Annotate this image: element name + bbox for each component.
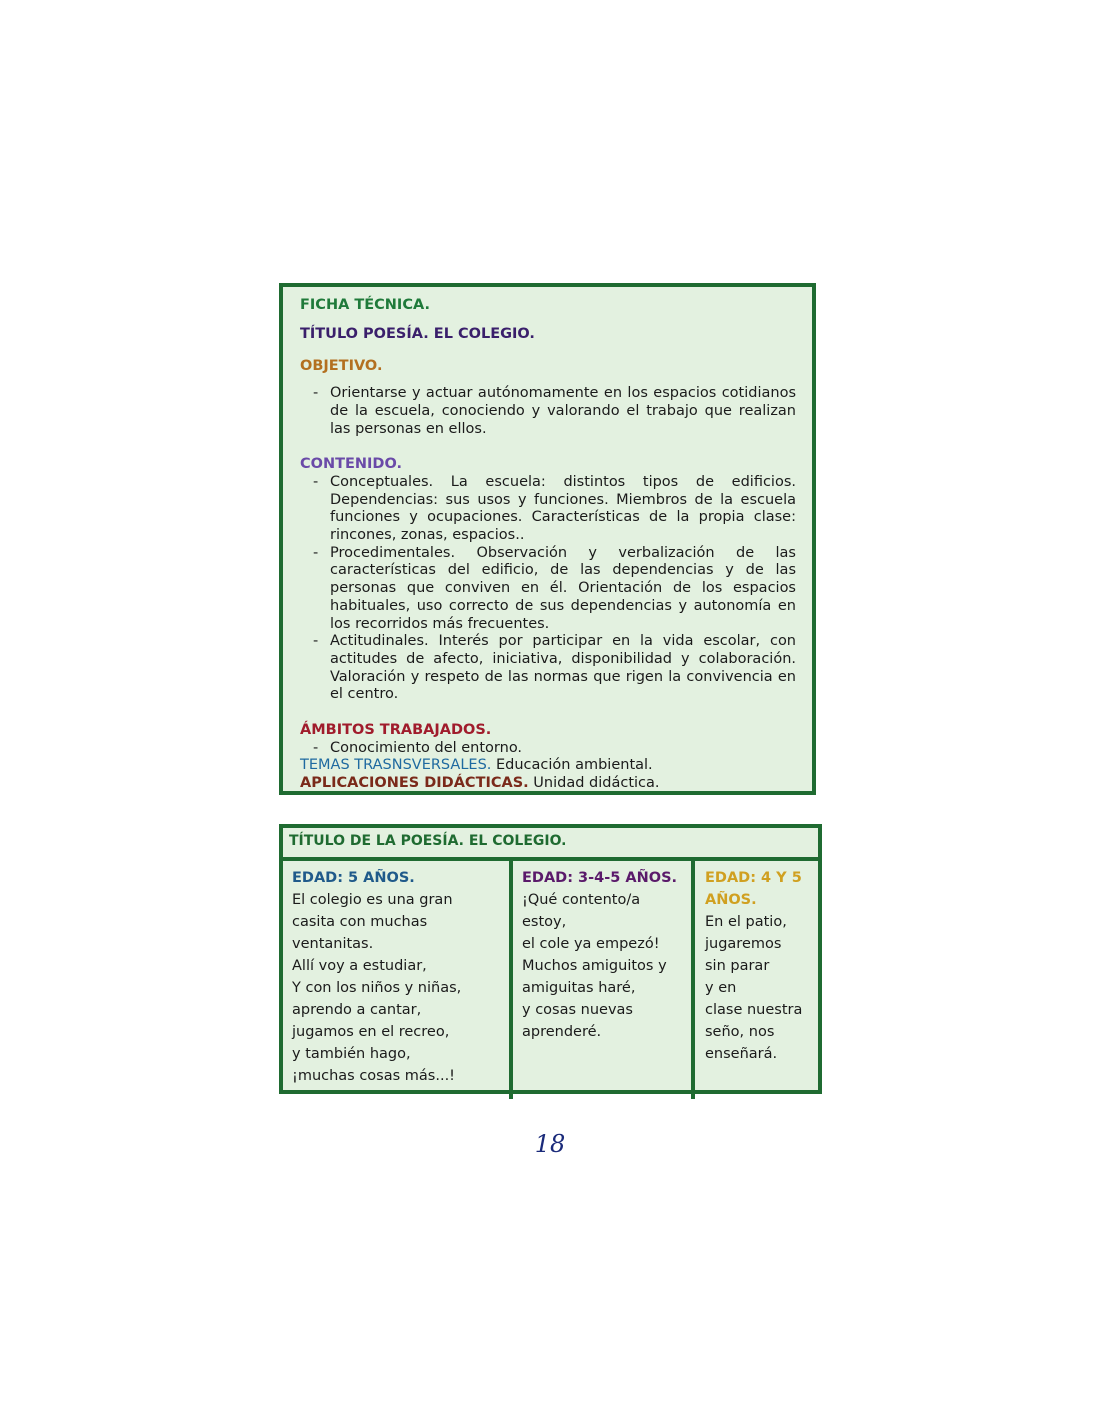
verse-line: enseñará.: [705, 1046, 778, 1062]
ambitos-item: - Conocimiento del entorno.: [313, 739, 523, 756]
verse-line: estoy,: [522, 914, 567, 930]
verse-line: aprenderé.: [522, 1024, 602, 1040]
verse-line: y también hago,: [292, 1046, 411, 1062]
verse-line: y en: [705, 980, 737, 996]
poem-column-3-4-5-anos: [513, 861, 695, 1099]
contenido-item: - Conceptuales. La escuela: distintos tipos de edificios. Dependencias: sus usos y funciones. Miembros de la escuela funciones y ocupaciones. Características de la propia clase: rincones, zonas, espacios..: [313, 473, 796, 544]
contenido-item: - Procedimentales. Observación y verbalización de las características del edificio, de las dependencias y de las personas que conviven en él. Orientación de los espacios habituales, uso correcto de sus dependencias y autonomía en los recorridos más frecuentes.: [313, 544, 796, 632]
temas-line: [300, 757, 796, 775]
ficha-titulo: TÍTULO POESÍA. EL COLEGIO.: [300, 325, 535, 342]
verse-line: casita con muchas: [292, 914, 428, 930]
ficha-tecnica-box: [279, 283, 816, 795]
verse-line: Y con los niños y niñas,: [292, 980, 462, 996]
verse-line: ventanitas.: [292, 936, 374, 952]
contenido-list: [300, 474, 796, 704]
aplicaciones-line: [300, 775, 796, 793]
verse-line: ¡muchas cosas más...!: [292, 1068, 455, 1084]
verse-line: amiguitas haré,: [522, 980, 636, 996]
age-label: EDAD: 4 Y 5 AÑOS.: [705, 870, 802, 908]
age-label: EDAD: 3-4-5 AÑOS.: [522, 870, 678, 886]
poem-column-5-anos: [283, 861, 513, 1099]
page-number: 18: [534, 1130, 566, 1158]
verse-line: seño, nos: [705, 1024, 775, 1040]
ficha-header: FICHA TÉCNICA.: [300, 297, 430, 313]
verse-line: El colegio es una gran: [292, 892, 453, 908]
verse-line: Muchos amiguitos y: [522, 958, 667, 974]
verse-line: aprendo a cantar,: [292, 1002, 422, 1018]
verse-line: ¡Qué contento/a: [522, 892, 641, 908]
contenido-label: CONTENIDO.: [300, 456, 402, 473]
poem-title: TÍTULO DE LA POESÍA. EL COLEGIO.: [283, 828, 818, 861]
verse-line: jugamos en el recreo,: [292, 1024, 450, 1040]
verse-line: jugaremos: [705, 936, 782, 952]
objetivo-list: [300, 385, 796, 438]
poem-box: [279, 824, 822, 1094]
objetivo-item: - Orientarse y actuar autónomamente en los espacios cotidianos de la escuela, conociendo y valorando el trabajo que realizan las personas en ellos.: [313, 385, 796, 437]
age-label: EDAD: 5 AÑOS.: [292, 870, 415, 886]
poem-column-4-5-anos: [695, 861, 818, 1099]
poem-columns: [283, 861, 818, 1099]
temas-value: Educación ambiental.: [496, 757, 653, 774]
objetivo-label: OBJETIVO.: [300, 358, 383, 375]
contenido-item: - Actitudinales. Interés por participar en la vida escolar, con actitudes de afecto, iniciativa, disponibilidad y colaboración. Valoración y respeto de las normas que rigen la convivencia en el centro.: [313, 633, 796, 703]
aplicaciones-value: Unidad didáctica.: [533, 775, 660, 792]
verse-line: y cosas nuevas: [522, 1002, 633, 1018]
temas-label: TEMAS TRASNSVERSALES.: [300, 757, 492, 774]
verse-line: sin parar: [705, 958, 770, 974]
verse-line: clase nuestra: [705, 1002, 803, 1018]
verse-line: Allí voy a estudiar,: [292, 958, 427, 974]
ambitos-list: [300, 740, 796, 758]
verse-line: En el patio,: [705, 914, 787, 930]
aplicaciones-label: APLICACIONES DIDÁCTICAS.: [300, 775, 529, 792]
verse-line: el cole ya empezó!: [522, 936, 660, 952]
ambitos-label: ÁMBITOS TRABAJADOS.: [300, 722, 492, 739]
